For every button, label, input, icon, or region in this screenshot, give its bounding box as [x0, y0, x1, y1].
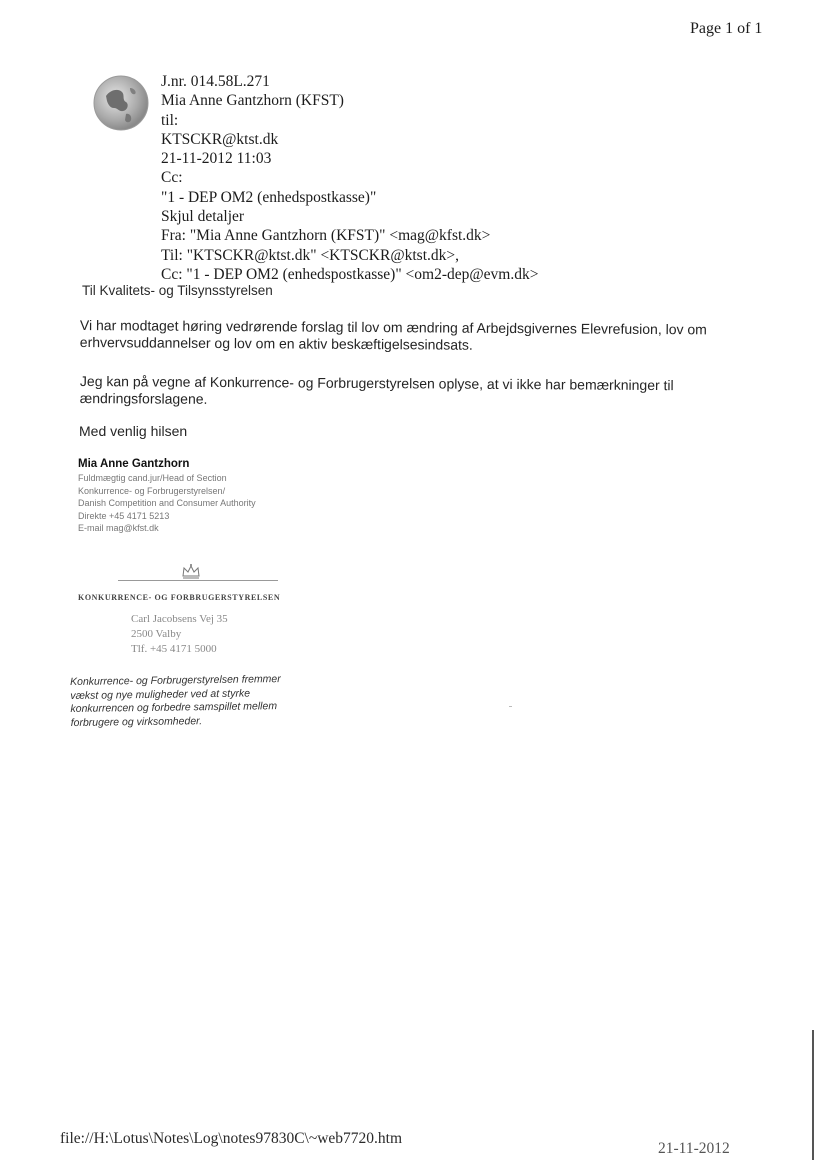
paragraph-1-line-1: Vi har modtaget høring vedrørende forslag til lov om ændring af Arbejdsgivernes Elevrefusion, lov om — [79, 317, 707, 338]
sender-name: Mia Anne Gantzhorn (KFST) — [161, 92, 344, 110]
address-street: Carl Jacobsens Vej 35 — [131, 613, 228, 625]
email-header — [161, 72, 538, 284]
signature-org-en: Danish Competition and Consumer Authority — [78, 498, 256, 508]
scan-speck — [509, 706, 512, 707]
scan-edge-line — [812, 1030, 814, 1160]
signature-name: Mia Anne Gantzhorn — [78, 458, 190, 470]
signature-org-da: Konkurrence- og Forbrugerstyrelsen/ — [78, 485, 226, 496]
address-phone: Tlf. +45 4171 5000 — [131, 643, 217, 655]
cc-full: Cc: "1 - DEP OM2 (enhedspostkasse)" <om2-dep@evm.dk> — [161, 265, 539, 283]
paragraph-1 — [80, 317, 707, 355]
signature-direct: Direkte +45 4171 5213 — [78, 510, 170, 521]
paragraph-1-line-2: erhvervsuddannelser og lov om en aktiv beskæftigelsesindsats. — [79, 333, 473, 353]
signature-title: Fuldmægtig cand.jur/Head of Section — [78, 473, 227, 483]
crown-icon — [181, 563, 201, 579]
footer-file-path: file://H:\Lotus\Notes\Log\notes97830C\~web7720.htm — [60, 1130, 403, 1147]
cc-label: Cc: — [161, 169, 183, 187]
signature-block — [78, 458, 256, 535]
closing: Med venlig hilsen — [79, 423, 188, 439]
to-full: Til: "KTSCKR@ktst.dk" <KTSCKR@ktst.dk>, — [161, 246, 459, 264]
tagline-line-2: vækst og nye muligheder ved at styrke — [70, 686, 251, 702]
tagline — [70, 673, 281, 730]
signature-email: E-mail mag@kfst.dk — [78, 523, 159, 533]
tagline-line-4: forbrugere og virksomheder. — [70, 714, 203, 729]
sent-datetime: 21-11-2012 11:03 — [161, 150, 272, 168]
address-city: 2500 Valby — [131, 628, 182, 640]
greeting: Til Kvalitets- og Tilsynsstyrelsen — [82, 283, 273, 298]
from-full: Fra: "Mia Anne Gantzhorn (KFST)" <mag@kfst.dk> — [161, 227, 491, 245]
address-block — [131, 612, 228, 657]
logo-rule — [118, 580, 278, 581]
to-label: til: — [161, 111, 179, 129]
paragraph-2 — [80, 373, 674, 411]
paragraph-2-line-1: Jeg kan på vegne af Konkurrence- og Forbrugerstyrelsen oplyse, at vi ikke har bemærkninger til — [79, 373, 674, 394]
page-number: Page 1 of 1 — [690, 20, 763, 37]
tagline-line-3: konkurrencen og forbedre samspillet mellem — [70, 700, 278, 715]
journal-number: J.nr. 014.58L.271 — [161, 73, 270, 90]
footer-date: 21-11-2012 — [658, 1140, 730, 1157]
recipient-address: KTSCKR@ktst.dk — [161, 130, 279, 148]
cc-recipient: "1 - DEP OM2 (enhedspostkasse)" — [161, 188, 377, 206]
logo-name: KONKURRENCE- OG FORBRUGERSTYRELSEN — [78, 593, 281, 602]
tagline-line-1: Konkurrence- og Forbrugerstyrelsen fremmer — [70, 673, 281, 688]
globe-icon — [92, 74, 150, 132]
hide-details-link[interactable]: Skjul detaljer — [161, 208, 245, 226]
paragraph-2-line-2: ændringsforslagene. — [79, 389, 208, 407]
